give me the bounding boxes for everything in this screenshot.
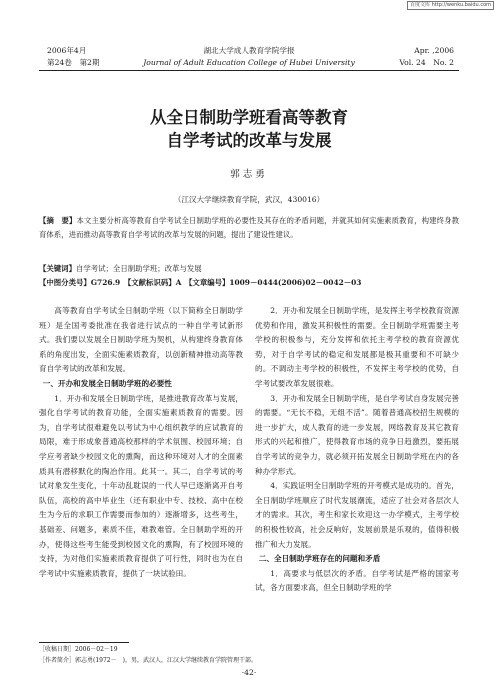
footnote-rule xyxy=(39,642,129,643)
keywords-label: 【关键词】 xyxy=(39,264,76,273)
abstract xyxy=(39,214,459,242)
section-heading: 二、全日制助学班存在的问题和矛盾 xyxy=(258,554,381,564)
body-paragraph: 3．开办和发展全日制助学班，是自学考试自身发展完善的需要。“无长不稳，无组不活”。随着普通高校招生规模的进一步扩大，成人教育的进一步发展，网络教育及其它教育形式的兴起和推广，使得教育市场的竞争日趋激烈，要拓展自学考试的竞争力，就必须开拓发展全日制助学班在内的各种办学形式。 xyxy=(255,393,459,476)
page-number: ·42· xyxy=(241,668,257,677)
header-date-cn: 2006年4月 xyxy=(47,46,87,55)
keywords-text: 自学考试；全日制助学班；改革与发展 xyxy=(75,264,202,273)
classification-line: 【中图分类号】G726.9 【文献标识码】A 【文章编号】1009－0444(2006)02－0042－03 xyxy=(39,278,362,287)
header-rule xyxy=(39,70,459,71)
abstract-text: 本文主要分析高等教育自学考试全日制助学班的必要性及其存在的矛盾问题，并就其如何实施素质教育，构建终身教育体系，进而推动高等教育自学考试的改革与发展的问题，提出了建设性建议。 xyxy=(39,216,459,239)
abstract-label: 【摘 要】 xyxy=(39,216,77,225)
body-paragraph: 1．开办和发展全日制助学班，是推进教育改革与发展，强化自学考试的教育功能，全面实施素质教育的需要。因为，自学考试很难避免以考试为中心组织教学的应试教育的局限，难于形成象普通高校那样的学术氛围、校园环境；自学应考者缺少校园文化的熏陶，而这种环境对人才的全面素质具有潜移默化的陶冶作用。此其一。其二，自学考试的考试对象发生变化，十年动乱耽误的一代人早已逐渐离开自考队伍，高校的高中毕业生（还有职业中专、技校、高中在校生为今后的求职工作需要而参加的）逐渐增多，这些考生，基础差、问题多，素质不佳，难教难管。全日制助学班的开办，使得这些考生能受到校园文化的熏陶，有了校园环境的支持，为对他们实施素质教育提供了可行性，同时也为在自学考试中实施素质教育，提供了一块试验田。 xyxy=(39,393,243,578)
section-heading: 一、开办和发展全日制助学班的必要性 xyxy=(42,378,172,388)
article-title-line2: 自学考试的改革与发展 xyxy=(166,131,332,150)
journal-name-en: Journal of Adult Education College of Hubei University xyxy=(143,58,355,67)
header-volume-cn: 第24卷 第2期 xyxy=(47,58,100,67)
body-left-column xyxy=(39,304,243,581)
header-date-en: Apr. ,2006 xyxy=(414,46,454,55)
body-paragraph: 2．开办和发展全日制助学班，是发挥主考学校教育资源优势和作用，激发其积极性的需要。全日制助学班需要主考学校的积极参与，充分发挥和依托主考学校的教育资源优势，对于自学考试的稳定和发展都是极其重要和不可缺少的。不调动主考学校的积极性，不发挥主考学校的优势，自学考试要改革发展很难。 xyxy=(255,306,459,388)
body-paragraph: 1．高要求与低层次的矛盾。自学考试是严格的国家考试，各方面要求高，但全日制助学班的学 xyxy=(255,568,459,593)
body-paragraph: 4．实践证明全日制助学班的开考模式是成功的。首先，全日制助学班顺应了时代发展潮流，适应了社会对各层次人才的需求。其次，考生和家长欢迎这一办学模式，主考学校的积极性较高，社会反响好，发展前景是乐观的，值得积极推广和大力发展。 xyxy=(255,481,459,549)
footnote-author-bio: ［作者简介］郭志勇(1972－ )，男，武汉人，江汉大学继续教育学院管理干部。 xyxy=(39,657,257,664)
header-volume-en: Vol. 24 No. 2 xyxy=(399,58,454,67)
article-title-line1: 从全日制助学班看高等教育 xyxy=(150,108,348,127)
journal-name-cn: 湖北大学成人教育学院学报 xyxy=(203,46,295,55)
author-affiliation: （江汉大学继续教育学院，武汉，430016） xyxy=(173,195,325,204)
footnote-received: ［收稿日期］2006－02－19 xyxy=(39,646,118,653)
author-name: 郭志勇 xyxy=(230,169,268,180)
body-paragraph: 高等教育自学考试全日制助学班（以下简称全日制助学班）是全国考委批准在我省进行试点的一种自学考试新形式。我们要以发展全日制助学班为契机，从构建终身教育体系的角度出发，全面实施素质教育，以创新精神推动高等教育自学考试的改革和发展。 xyxy=(39,306,243,374)
body-right-column xyxy=(255,304,459,596)
watermark-stamp: 百度文库 http://wenku.baidu.com xyxy=(407,1,494,10)
keywords xyxy=(39,262,459,276)
